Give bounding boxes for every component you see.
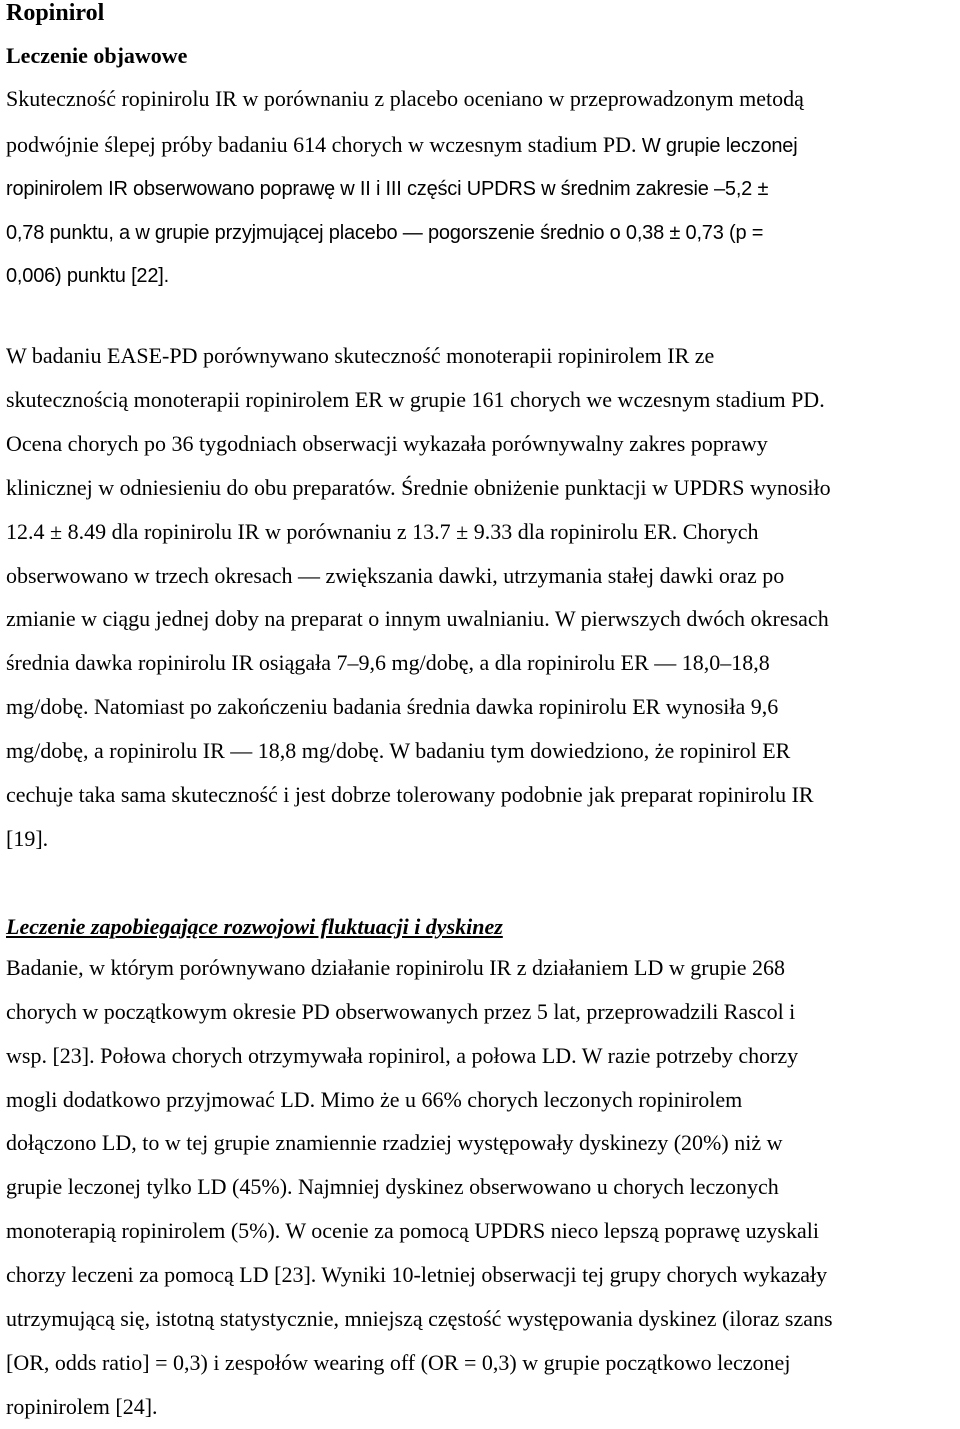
paragraph-line: Badanie, w którym porównywano działanie ropinirolu IR z działaniem LD w grupie 268	[6, 954, 785, 980]
paragraph-line: dołączono LD, to w tej grupie znamiennie rzadziej występowały dyskinezy (20%) niż w	[6, 1130, 783, 1156]
paragraph-line: zmianie w ciągu jednej doby na preparat o innym uwalnianiu. W pierwszych dwóch okresach	[6, 606, 829, 632]
paragraph-line-text: Skuteczność ropinirolu IR w porównaniu z placebo oceniano w przeprowadzonym metodą	[6, 86, 804, 111]
paragraph-line: ropinirolem IR obserwowano poprawę w II i III części UPDRS w średnim zakresie –5,2 ±	[6, 178, 769, 201]
paragraph-line: 0,006) punktu [22].	[6, 265, 169, 288]
document-page	[6, 0, 956, 1429]
paragraph-line: mg/dobę. Natomiast po zakończeniu badania średnia dawka ropinirolu ER wynosiła 9,6	[6, 694, 779, 720]
paragraph-line-text: podwójnie ślepej próby badaniu 614 chorych w wczesnym stadium PD.	[6, 131, 637, 157]
paragraph-efficacy-placebo	[6, 77, 956, 299]
paragraph-rascol-study	[6, 946, 956, 1429]
document-title: Ropinirol	[6, 0, 105, 26]
paragraph-line: średnia dawka ropinirolu IR osiągała 7–9,6 mg/dobę, a dla ropinirolu ER — 18,0–18,8	[6, 650, 770, 676]
paragraph-line: 12.4 ± 8.49 dla ropinirolu IR w porównaniu z 13.7 ± 9.33 dla ropinirolu ER. Chorych	[6, 518, 759, 544]
paragraph-line: cechuje taka sama skuteczność i jest dobrze tolerowany podobnie jak preparat ropinirolu IR	[6, 782, 814, 808]
paragraph-line: utrzymującą się, istotną statystycznie, mniejszą częstość występowania dyskinez (iloraz szans	[6, 1306, 833, 1332]
paragraph-line: skutecznością monoterapii ropinirolem ER w grupie 161 chorych we wczesnym stadium PD.	[6, 386, 825, 412]
subheading-dyskinesia-prevention: Leczenie zapobiegające rozwojowi fluktuacji i dyskinez	[6, 913, 503, 939]
paragraph-line: obserwowano w trzech okresach — zwiększania dawki, utrzymania stałej dawki oraz po	[6, 562, 785, 588]
paragraph-line	[6, 123, 956, 169]
paragraph-line: grupie leczonej tylko LD (45%). Najmniej dyskinez obserwowano u chorych leczonych	[6, 1174, 779, 1200]
paragraph-ease-pd	[6, 334, 956, 861]
paragraph-line: chorych w początkowym okresie PD obserwowanych przez 5 lat, przeprowadzili Rascol i	[6, 998, 796, 1024]
paragraph-line: mg/dobę, a ropinirolu IR — 18,8 mg/dobę. W badaniu tym dowiedziono, że ropinirol ER	[6, 738, 791, 764]
paragraph-line: chorzy leczeni za pomocą LD [23]. Wyniki 10-letniej obserwacji tej grupy chorych wykazały	[6, 1262, 828, 1288]
paragraph-line: mogli dodatkowo przyjmować LD. Mimo że u 66% chorych leczonych ropinirolem	[6, 1086, 743, 1112]
paragraph-line: [OR, odds ratio] = 0,3) i zespołów wearing off (OR = 0,3) w grupie początkowo leczonej	[6, 1350, 791, 1375]
paragraph-line: 0,78 punktu, a w grupie przyjmującej placebo — pogorszenie średnio o 0,38 ± 0,73 (p =	[6, 221, 764, 244]
paragraph-line: ropinirolem [24].	[6, 1393, 158, 1419]
paragraph-line: Ocena chorych po 36 tygodniach obserwacji wykazała porównywalny zakres poprawy	[6, 430, 768, 456]
paragraph-line: W badaniu EASE-PD porównywano skuteczność monoterapii ropinirolem IR ze	[6, 342, 715, 368]
paragraph-line-text: W grupie leczonej	[636, 134, 798, 157]
paragraph-line: [19].	[6, 825, 49, 851]
paragraph-line: monoterapią ropinirolem (5%). W ocenie za pomocą UPDRS nieco lepszą poprawę uzyskali	[6, 1218, 819, 1244]
paragraph-line: wsp. [23]. Połowa chorych otrzymywała ropinirol, a połowa LD. W razie potrzeby chorzy	[6, 1042, 799, 1068]
paragraph-line	[6, 77, 956, 123]
paragraph-line: klinicznej w odniesieniu do obu preparatów. Średnie obniżenie punktacji w UPDRS wynosiło	[6, 474, 831, 500]
section-heading: Leczenie objawowe	[6, 43, 188, 68]
